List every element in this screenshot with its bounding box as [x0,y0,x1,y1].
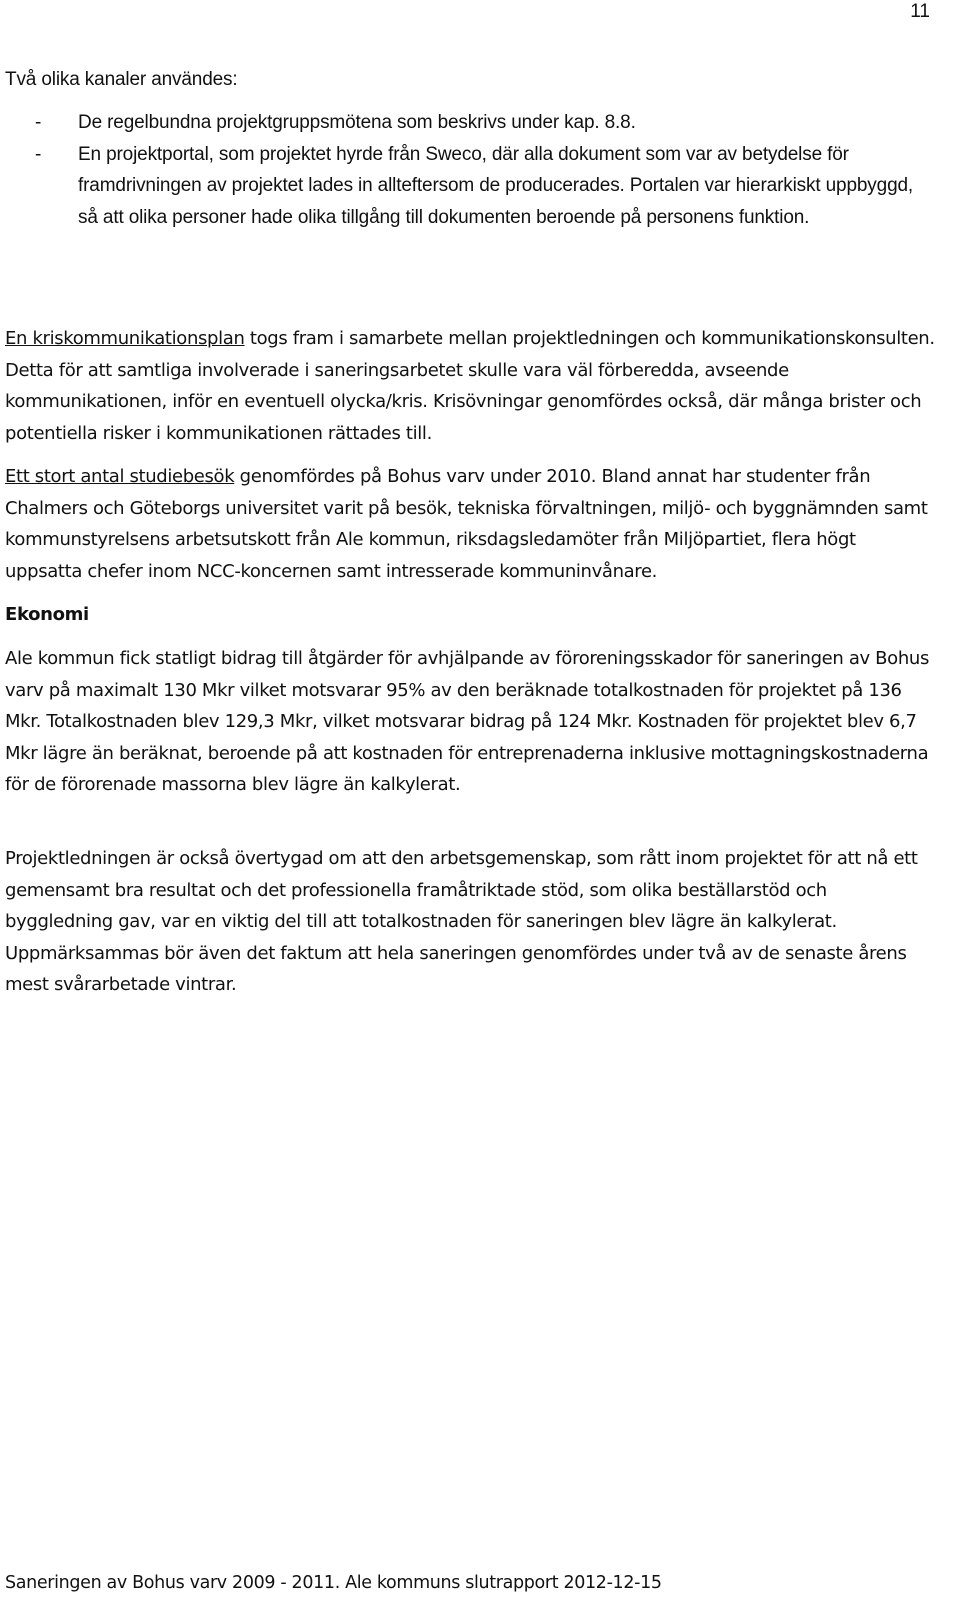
list-dash: - [35,143,42,165]
list-item [5,139,935,234]
list-dash: - [35,112,42,133]
channel-list [5,107,935,233]
study-visits-text: genomfördes på Bohus varv under 2010. Bland annat har studenter från Chalmers och Göteborgs universitet varit på besök, tekniska förvaltningen, miljö- och byggnämnden samt kommunstyrelsens arbetsutskott från Ale kommun, riksdagsledamöter från Miljöpartiet, flera högt uppsatta chefer inom NCC-koncernen samt intresserade kommuninvånare. [5,466,928,582]
list-item [5,107,935,139]
study-visits-paragraph [5,461,935,587]
project-management-paragraph: Projektledningen är också övertygad om att den arbetsgemenskap, som rått inom projektet för att nå ett gemensamt bra resultat och det professionella framåtriktade stöd, som olika beställarstöd och byggledning gav, var en viktig del till att totalkostnaden för saneringen blev lägre än kalkylerat. Uppmärksammas bör även det faktum att hela saneringen genomfördes under två av de senaste årens mest svårarbetade vintrar. [5,848,918,995]
crisis-plan-term: En kriskommunikationsplan [5,328,245,349]
intro-text: Två olika kanaler användes: [5,69,238,90]
economy-paragraph: Ale kommun fick statligt bidrag till åtgärder för avhjälpande av föroreningsskador för saneringen av Bohus varv på maximalt 130 Mkr vilket motsvarar 95% av den beräknade totalkostnaden för projektet på 136 Mkr. Totalkostnaden blev 129,3 Mkr, vilket motsvarar bidrag på 124 Mkr. Kostnaden för projektet blev 6,7 Mkr lägre än beräknat, beroende på att kostnaden för entreprenaderna inklusive mottagningskostnaderna för de förorenade massorna blev lägre än kalkylerat. [5,648,929,795]
study-visits-term: Ett stort antal studiebesök [5,466,235,487]
list-item-text: En projektportal, som projektet hyrde från Sweco, där alla dokument som var av betydelse för framdrivningen av projektet lades in allteftersom de producerades. Portalen var hierarkiskt uppbyggd, så att olika personer hade olika tillgång till dokumenten beroende på personens funktion. [78,143,914,228]
list-item-text: De regelbundna projektgruppsmötena som beskrivs under kap. 8.8. [78,112,636,133]
section-heading: Ekonomi [5,604,89,625]
page-number: 11 [910,1,930,22]
crisis-plan-text: togs fram i samarbete mellan projektledningen och kommunikationskonsulten. Detta för att samtliga involverade i saneringsarbetet skulle vara väl förberedda, avseende kommunikationen, inför en eventuell olycka/kris. Krisövningar genomfördes också, där många brister och potentiella risker i kommunikationen rättades till. [5,328,935,444]
page-footer: Saneringen av Bohus varv 2009 - 2011. Ale kommuns slutrapport 2012-12-15 [5,1573,662,1593]
crisis-plan-paragraph [5,323,935,449]
